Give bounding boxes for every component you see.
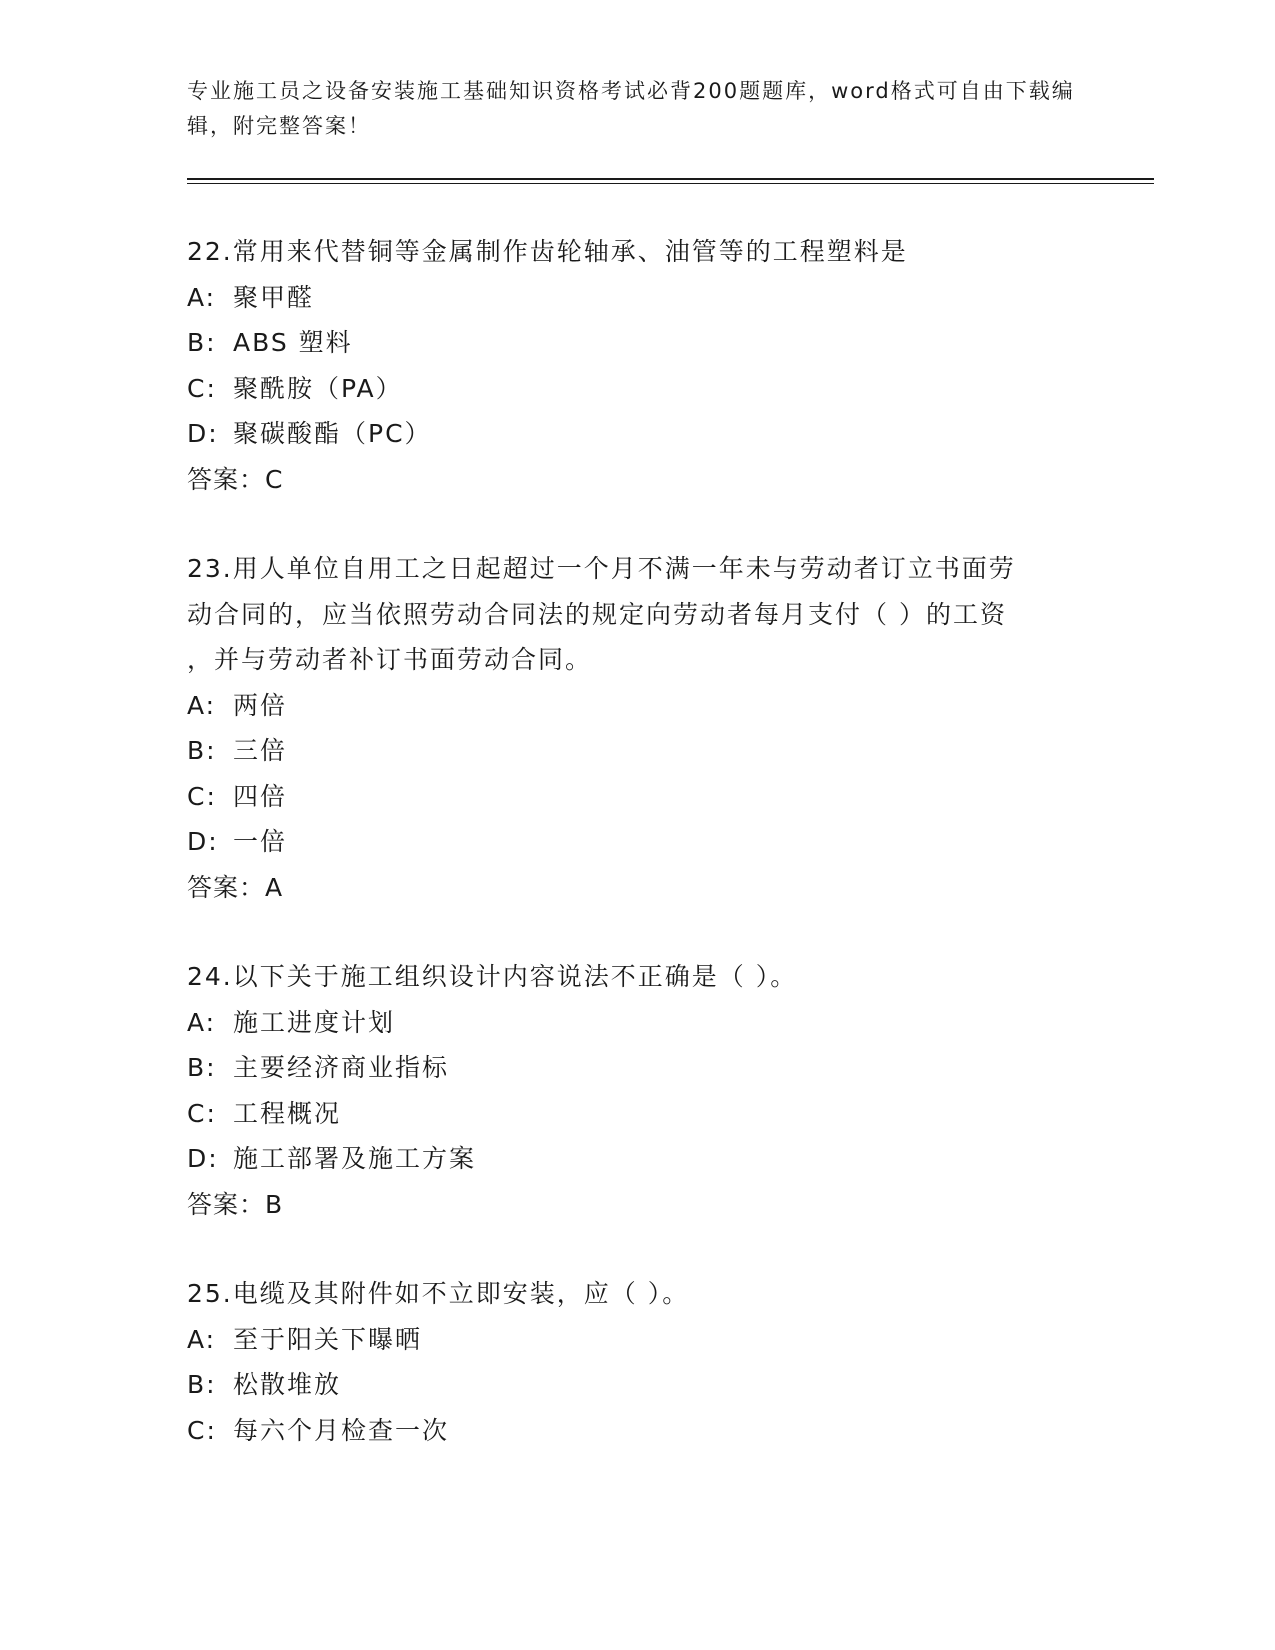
question-stem-line: 23.用人单位自用工之日起超过一个月不满一年未与劳动者订立书面劳 xyxy=(187,554,1016,583)
option-label: A: xyxy=(187,690,217,720)
option-c xyxy=(187,1408,1087,1454)
header-divider-thin xyxy=(187,183,1154,184)
answer-text: 答案：C xyxy=(187,464,284,494)
option-label: A: xyxy=(187,1324,217,1354)
option-text: 施工进度计划 xyxy=(233,1007,396,1037)
option-text: 四倍 xyxy=(233,781,288,811)
option-text: 松散堆放 xyxy=(233,1370,342,1399)
question-stem-line: ，并与劳动者补订书面劳动合同。 xyxy=(187,645,593,674)
option-label: D: xyxy=(187,1144,219,1173)
option-label: D: xyxy=(187,419,219,448)
option-text: 主要经济商业指标 xyxy=(233,1053,450,1082)
option-text: 工程概况 xyxy=(233,1098,342,1128)
option-c xyxy=(187,1091,1087,1137)
option-label: C: xyxy=(187,781,217,811)
option-text: 聚碳酸酯（PC） xyxy=(233,419,432,448)
option-label: B: xyxy=(187,1370,217,1399)
question-stem-line: 动合同的，应当依照劳动合同法的规定向劳动者每月支付（ ）的工资 xyxy=(187,599,1007,629)
option-text: 聚甲醛 xyxy=(233,282,315,312)
question-22 xyxy=(187,229,1087,502)
option-b xyxy=(187,1362,1087,1408)
answer-text: 答案：A xyxy=(187,872,284,902)
question-stem: 22.常用来代替铜等金属制作齿轮轴承、油管等的工程塑料是 xyxy=(187,237,908,266)
option-d xyxy=(187,819,1087,865)
option-text: 一倍 xyxy=(233,827,288,856)
header-divider-thick xyxy=(187,178,1154,180)
option-a xyxy=(187,275,1087,321)
question-24 xyxy=(187,954,1087,1227)
option-label: B: xyxy=(187,736,217,765)
option-text: 施工部署及施工方案 xyxy=(233,1144,477,1173)
option-text: 三倍 xyxy=(233,736,288,765)
option-a xyxy=(187,1000,1087,1046)
option-label: B: xyxy=(187,1053,217,1082)
document-header: 专业施工员之设备安装施工基础知识资格考试必背200题题库，word格式可自由下载编辑，附完整答案！ xyxy=(187,79,1075,138)
question-stem: 25.电缆及其附件如不立即安装，应（ ）。 xyxy=(187,1279,690,1308)
option-label: B: xyxy=(187,328,217,357)
option-label: C: xyxy=(187,373,217,403)
option-label: A: xyxy=(187,1007,217,1037)
option-d xyxy=(187,411,1087,457)
option-text: 至于阳关下曝晒 xyxy=(233,1324,423,1354)
option-label: C: xyxy=(187,1098,217,1128)
option-text: ABS 塑料 xyxy=(233,328,353,357)
option-c xyxy=(187,774,1087,820)
option-a xyxy=(187,1317,1087,1363)
option-label: A: xyxy=(187,282,217,312)
option-text: 每六个月检查一次 xyxy=(233,1415,450,1445)
option-c xyxy=(187,366,1087,412)
option-label: C: xyxy=(187,1415,217,1445)
option-text: 两倍 xyxy=(233,690,288,720)
option-d xyxy=(187,1136,1087,1182)
question-stem: 24.以下关于施工组织设计内容说法不正确是（ ）。 xyxy=(187,962,798,991)
question-23 xyxy=(187,546,1087,910)
option-b xyxy=(187,320,1087,366)
option-a xyxy=(187,683,1087,729)
answer-text: 答案：B xyxy=(187,1189,284,1219)
question-25 xyxy=(187,1271,1087,1453)
option-text: 聚酰胺（PA） xyxy=(233,373,403,403)
option-label: D: xyxy=(187,827,219,856)
option-b xyxy=(187,1045,1087,1091)
option-b xyxy=(187,728,1087,774)
